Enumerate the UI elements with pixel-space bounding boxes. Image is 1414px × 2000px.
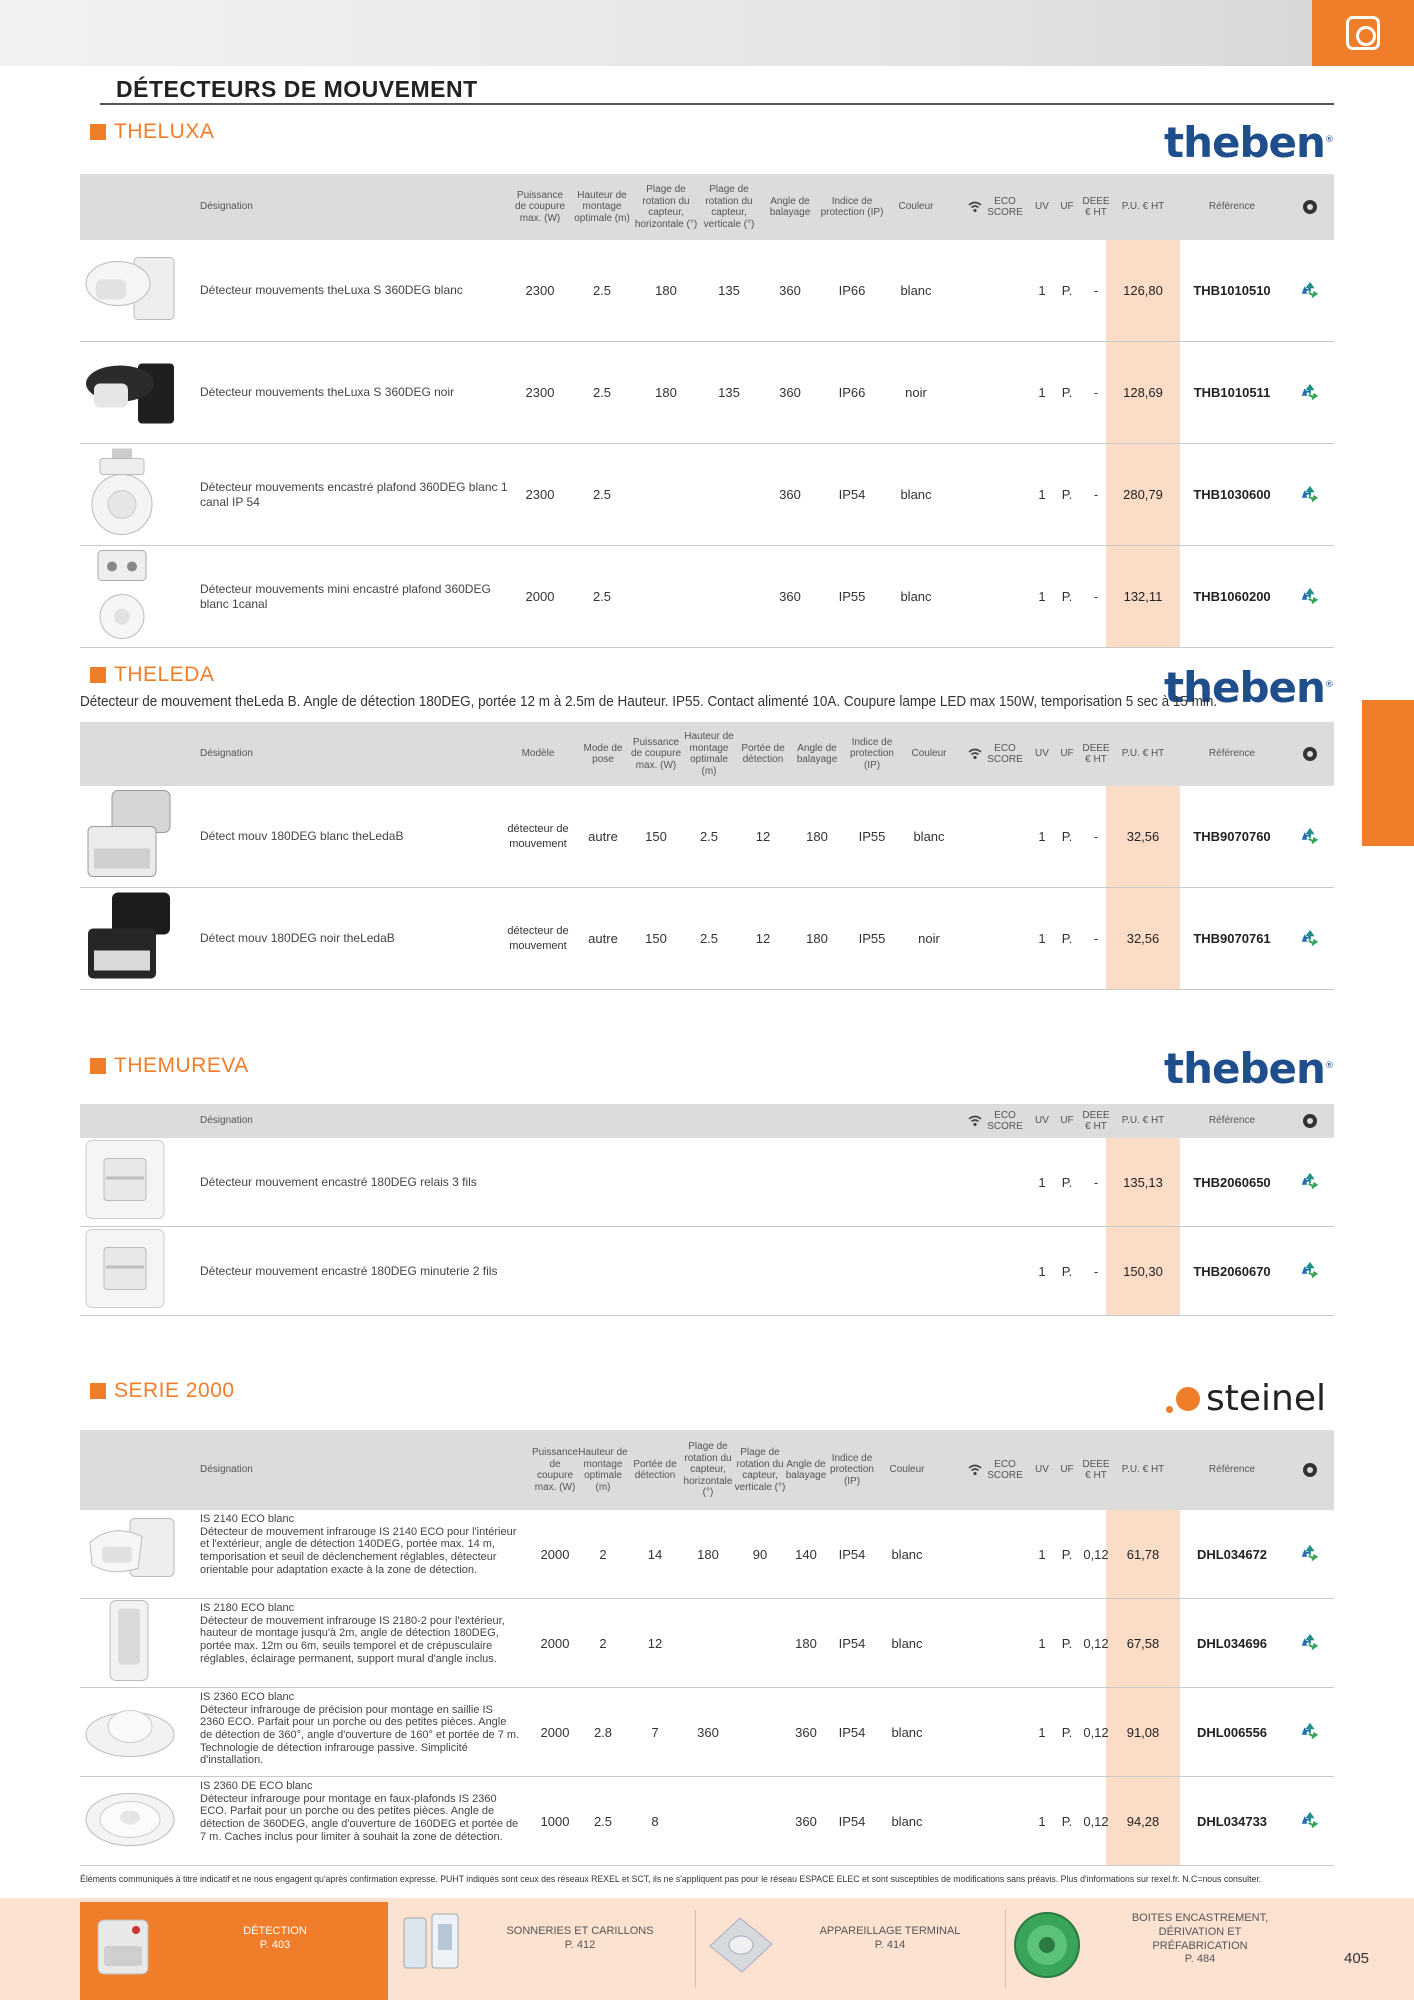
cell-ip: IP55 xyxy=(858,829,886,844)
section-theluxa-heading xyxy=(90,120,214,144)
cell-uf: P. xyxy=(1061,1813,1073,1829)
cell-rot_v xyxy=(734,1599,786,1687)
recycle-icon xyxy=(1299,484,1321,506)
column-header-rot_h: Plage de rotation du capteur, horizontale (°) xyxy=(683,1441,733,1499)
cell-couleur: blanc xyxy=(891,1635,923,1651)
cell-deee: - xyxy=(1093,931,1099,946)
column-header-angle: Angle de balayage xyxy=(796,742,838,765)
cell-eco xyxy=(980,786,1030,887)
cell-rot_v: 135 xyxy=(718,283,740,298)
cell-hauteur: 2.8 xyxy=(593,1724,613,1740)
column-header-ip: Indice de protection (IP) xyxy=(850,736,894,771)
cell-angle: 360 xyxy=(795,1724,817,1740)
nav-item-sonneries[interactable]: SONNERIES ET CARILLONS P. 412 xyxy=(506,1925,654,1951)
cell-eco xyxy=(980,888,1030,989)
cell-rot_h: 360 xyxy=(697,1724,719,1740)
cell-uf: P. xyxy=(1061,1724,1073,1740)
table-row[interactable] xyxy=(80,1599,1334,1688)
column-header-designation: Désignation xyxy=(200,748,253,760)
cell-rot_h xyxy=(682,1599,734,1687)
cell-price: 150,30 xyxy=(1123,1263,1163,1279)
column-header-puissance: Puissance de coupure max. (W) xyxy=(514,189,566,224)
cell-deee: - xyxy=(1093,1174,1099,1190)
column-header-ref: Référence xyxy=(1208,748,1256,760)
table-header xyxy=(80,1104,1334,1138)
theben-logo: theben® xyxy=(1164,663,1333,712)
cell-uf: P. xyxy=(1061,1263,1073,1279)
recycle-icon xyxy=(1299,1543,1321,1565)
cell-ref[interactable]: THB1010511 xyxy=(1193,385,1271,400)
cell-ref[interactable]: THB1010510 xyxy=(1193,283,1271,298)
column-header-eco_icon xyxy=(1294,174,1326,240)
cell-ip: IP54 xyxy=(838,1724,866,1740)
cell-uf: P. xyxy=(1061,1546,1073,1562)
column-header-ref: Référence xyxy=(1208,1464,1256,1476)
column-header-ip: Indice de protection (IP) xyxy=(830,1452,874,1487)
table-row[interactable] xyxy=(80,1227,1334,1316)
recycle-icon xyxy=(1299,382,1321,404)
cell-angle: 180 xyxy=(806,829,828,844)
cell-ref[interactable]: DHL006556 xyxy=(1196,1724,1268,1740)
cell-designation[interactable]: Détecteur mouvements mini encastré plafond 360DEG blanc 1canal xyxy=(200,582,491,611)
cell-angle: 360 xyxy=(779,487,801,502)
footnote: Éléments communiqués à titre indicatif et ne nous engagent qu'après confirmation expresse. PUHT indiqués sont ceux des réseaux REXEL et SCT, ils ne s'appliquent pas pour le réseau ESPACE ELEC et sont susceptibles de modifications sans préavis. Plus d'informations sur rexel.fr. N.C=nous consulter. xyxy=(80,1874,1262,1885)
column-header-designation: Désignation xyxy=(200,1464,253,1476)
column-header-designation: Désignation xyxy=(200,201,253,213)
cell-eco xyxy=(980,1688,1030,1776)
product-image[interactable] xyxy=(82,786,178,887)
column-header-uf: UF xyxy=(1060,201,1074,213)
column-header-portee: Portée de détection xyxy=(633,1458,677,1481)
cell-couleur: blanc xyxy=(891,1546,923,1562)
product-image[interactable] xyxy=(82,1226,168,1317)
product-image[interactable] xyxy=(82,546,162,647)
cell-uf: P. xyxy=(1061,1635,1073,1651)
cell-puissance: 2300 xyxy=(525,283,555,298)
cell-rot_v xyxy=(734,1688,786,1776)
cell-eco xyxy=(980,1138,1030,1226)
cell-couleur: blanc xyxy=(900,283,932,298)
column-header-rot_v: Plage de rotation du capteur, verticale (°) xyxy=(703,184,755,230)
recycle-icon xyxy=(1299,280,1321,302)
column-header-ref: Référence xyxy=(1208,1115,1256,1127)
column-header-hauteur: Hauteur de montage optimale (m) xyxy=(574,189,630,224)
cell-ref[interactable]: DHL034696 xyxy=(1196,1635,1268,1651)
cell-deee: - xyxy=(1093,829,1099,844)
table-row[interactable] xyxy=(80,1688,1334,1777)
cell-hauteur: 2.5 xyxy=(699,829,719,844)
cell-angle: 360 xyxy=(779,589,801,604)
cell-uf: P. xyxy=(1061,931,1073,946)
section-marker xyxy=(90,1383,106,1399)
cell-rot_h: 180 xyxy=(655,385,677,400)
cell-modele: détecteur de mouvement xyxy=(507,822,569,850)
cell-modele: détecteur de mouvement xyxy=(507,924,569,952)
cell-uf: P. xyxy=(1061,487,1073,502)
cell-price: 32,56 xyxy=(1126,829,1160,844)
cell-couleur: blanc xyxy=(913,829,945,844)
nav-divider xyxy=(1005,1910,1006,1988)
column-header-price: P.U. € HT xyxy=(1121,201,1165,213)
socket-icon xyxy=(1346,16,1380,50)
column-header-angle: Angle de balayage xyxy=(769,195,811,218)
cell-pose: autre xyxy=(588,829,618,844)
cell-puissance: 2300 xyxy=(525,487,555,502)
recycle-icon xyxy=(1299,586,1321,608)
column-header-uv: UV xyxy=(1035,1115,1049,1127)
column-header-uv: UV xyxy=(1035,748,1049,760)
cell-puissance: 150 xyxy=(645,829,667,844)
cell-angle: 360 xyxy=(779,385,801,400)
cell-rot_v xyxy=(734,1777,786,1865)
cell-designation[interactable]: Détecteur mouvement encastré 180DEG minuterie 2 fils xyxy=(200,1263,498,1278)
table-row[interactable] xyxy=(80,342,1334,444)
column-header-ref: Référence xyxy=(1208,201,1256,213)
title-divider xyxy=(100,103,1334,105)
column-header-angle: Angle de balayage xyxy=(785,1458,827,1481)
recycle-icon xyxy=(1299,826,1321,848)
cell-puissance: 1000 xyxy=(540,1813,570,1829)
cell-puissance: 2000 xyxy=(525,589,555,604)
column-header-uf: UF xyxy=(1060,1464,1074,1476)
cell-eco xyxy=(980,1599,1030,1687)
cell-deee: 0,12 xyxy=(1083,1813,1109,1829)
cell-hauteur: 2.5 xyxy=(699,931,719,946)
column-header-couleur: Couleur xyxy=(889,1464,925,1476)
cell-designation[interactable]: IS 2180 ECO blanc Détecteur de mouvement infrarouge IS 2180-2 pour l'extérieur, hauteur de montage jusqu'à 2m, angle de détection 180DEG, portée max. 12m ou 6m, seuils temporel et de crépusculaire réglables, éclairage permanent, support mural d'angle inclus. xyxy=(200,1602,505,1665)
column-header-ip: Indice de protection (IP) xyxy=(820,195,884,218)
cell-ip: IP54 xyxy=(838,1635,866,1651)
cell-puissance: 2000 xyxy=(540,1724,570,1740)
cell-deee: 0,12 xyxy=(1083,1635,1109,1651)
cell-deee: 0,12 xyxy=(1083,1724,1109,1740)
cell-price: 132,11 xyxy=(1123,589,1163,604)
cell-uf: P. xyxy=(1061,283,1073,298)
column-header-couleur: Couleur xyxy=(898,201,934,213)
product-image[interactable] xyxy=(82,1137,168,1228)
cell-designation[interactable]: IS 2140 ECO blanc Détecteur de mouvement infrarouge IS 2140 ECO pour l'intérieur et l'extérieur, angle de détection 140DEG, portée max. 14 m, temporisation et seuil de déclenchement réglables, détecteur orientable pour adaptation exacte à la zone de détection. xyxy=(200,1513,517,1576)
theben-logo: theben® xyxy=(1164,118,1333,167)
section-marker xyxy=(90,124,106,140)
cell-ref[interactable]: THB9070761 xyxy=(1193,931,1271,946)
column-header-eco: ECO SCORE xyxy=(987,1458,1023,1481)
section-title: THELUXA xyxy=(114,120,215,143)
column-header-eco_icon xyxy=(1294,1430,1326,1510)
cell-price: 128,69 xyxy=(1123,385,1163,400)
product-image[interactable] xyxy=(82,1784,178,1859)
cell-designation[interactable]: Détecteur mouvements theLuxa S 360DEG blanc xyxy=(200,283,463,298)
cell-portee: 12 xyxy=(755,931,771,946)
cell-deee: - xyxy=(1093,283,1099,298)
cell-deee: - xyxy=(1093,1263,1099,1279)
cell-puissance: 2000 xyxy=(540,1635,570,1651)
section-marker xyxy=(90,667,106,683)
section-marker xyxy=(90,1058,106,1074)
column-header-uf: UF xyxy=(1060,1115,1074,1127)
section-serie2000-heading xyxy=(90,1379,235,1403)
cell-hauteur: 2.5 xyxy=(592,589,612,604)
nav-item-boites[interactable]: BOITES ENCASTREMENT, DÉRIVATION ET PRÉFABRICATION P. 484 xyxy=(1131,1912,1269,1966)
product-image[interactable] xyxy=(82,888,178,989)
recycle-icon xyxy=(1299,1171,1321,1193)
cell-hauteur: 2.5 xyxy=(592,487,612,502)
cell-hauteur: 2.5 xyxy=(592,283,612,298)
cell-eco xyxy=(980,444,1030,545)
column-header-puissance: Puissance de coupure max. (W) xyxy=(531,1447,579,1493)
cell-hauteur: 2 xyxy=(599,1546,607,1562)
steinel-logo: steinel xyxy=(1166,1378,1326,1419)
cell-designation[interactable]: Détecteur mouvement encastré 180DEG relais 3 fils xyxy=(200,1174,477,1189)
section-themureva-heading xyxy=(90,1054,249,1078)
product-image[interactable] xyxy=(82,1513,178,1596)
theben-logo: theben® xyxy=(1164,1044,1333,1093)
cell-portee: 12 xyxy=(647,1635,663,1651)
cell-angle: 180 xyxy=(806,931,828,946)
cell-designation[interactable]: Détect mouv 180DEG noir theLedaB xyxy=(200,931,395,946)
cell-uv: 1 xyxy=(1038,829,1046,844)
cell-ref[interactable]: THB2060650 xyxy=(1193,1174,1271,1190)
table-header xyxy=(80,174,1334,240)
motion-detector-icon xyxy=(88,1914,164,1984)
cell-ip: IP55 xyxy=(858,931,886,946)
cell-price: 61,78 xyxy=(1126,1546,1160,1562)
cell-ref[interactable]: DHL034733 xyxy=(1196,1813,1268,1829)
column-header-deee: DEEE € HT xyxy=(1082,1458,1110,1481)
column-header-deee: DEEE € HT xyxy=(1082,1109,1110,1132)
cell-rot_v xyxy=(698,546,760,647)
cell-price: 135,13 xyxy=(1123,1174,1163,1190)
theleda-description: Détecteur de mouvement theLeda B. Angle de détection 180DEG, portée 12 m à 2.5m de Hauteur. IP55. Contact alimenté 10A. Coupure lampe LED max 150W, temporisation 5 sec à 15 min. xyxy=(80,694,1218,710)
column-header-rot_v: Plage de rotation du capteur, verticale (°) xyxy=(734,1447,786,1493)
cell-uv: 1 xyxy=(1038,385,1046,400)
cell-puissance: 150 xyxy=(645,931,667,946)
cell-angle: 360 xyxy=(795,1813,817,1829)
section-title: THELEDA xyxy=(114,663,215,686)
cell-uv: 1 xyxy=(1038,1724,1046,1740)
column-header-pose: Mode de pose xyxy=(583,742,623,765)
cell-designation[interactable]: IS 2360 DE ECO blanc Détecteur infrarouge pour montage en faux-plafonds IS 2360 ECO. Parfait pour un porche ou des petites pièces. Angle de détection de 360DEG, angle d'ouverture de 160DEG et portée de 7 m. Caches inclus pour limiter à souhait la zone de détection. xyxy=(200,1780,519,1843)
cell-ref[interactable]: THB9070760 xyxy=(1193,829,1271,844)
column-header-couleur: Couleur xyxy=(911,748,947,760)
cell-uv: 1 xyxy=(1038,487,1046,502)
cell-uv: 1 xyxy=(1038,1263,1046,1279)
table-row[interactable] xyxy=(80,444,1334,546)
cell-couleur: blanc xyxy=(900,487,932,502)
cell-eco xyxy=(980,546,1030,647)
recycle-icon xyxy=(1299,1721,1321,1743)
product-image[interactable] xyxy=(82,1695,178,1770)
cell-eco xyxy=(980,1510,1030,1598)
cell-uv: 1 xyxy=(1038,1174,1046,1190)
cell-rot_h xyxy=(634,546,698,647)
cell-eco xyxy=(980,240,1030,341)
cell-price: 32,56 xyxy=(1126,931,1160,946)
column-header-eco_icon xyxy=(1294,722,1326,786)
column-header-puissance: Puissance de coupure max. (W) xyxy=(630,736,682,771)
cell-rot_h: 180 xyxy=(697,1546,719,1562)
cell-eco xyxy=(980,1777,1030,1865)
cell-deee: - xyxy=(1093,385,1099,400)
cell-uf: P. xyxy=(1061,589,1073,604)
table-row[interactable] xyxy=(80,546,1334,648)
column-header-eco: ECO SCORE xyxy=(987,742,1023,765)
cell-angle: 180 xyxy=(795,1635,817,1651)
nav-item-appareillage[interactable]: APPAREILLAGE TERMINAL P. 414 xyxy=(819,1925,961,1951)
cell-eco xyxy=(980,342,1030,443)
cell-price: 91,08 xyxy=(1126,1724,1160,1740)
column-header-rot_h: Plage de rotation du capteur, horizontale (°) xyxy=(634,184,698,230)
cell-ip: IP66 xyxy=(838,283,866,298)
table-row[interactable] xyxy=(80,888,1334,990)
cell-pose: autre xyxy=(588,931,618,946)
column-header-hauteur: Hauteur de montage optimale (m) xyxy=(578,1447,628,1493)
table-row[interactable] xyxy=(80,1510,1334,1599)
page-number: 405 xyxy=(1344,1950,1370,1967)
cell-portee: 12 xyxy=(755,829,771,844)
cell-couleur: blanc xyxy=(891,1813,923,1829)
cell-uv: 1 xyxy=(1038,931,1046,946)
column-header-eco_icon xyxy=(1294,1104,1326,1138)
cell-uv: 1 xyxy=(1038,1546,1046,1562)
cell-rot_h xyxy=(634,444,698,545)
column-header-eco: ECO SCORE xyxy=(987,1109,1023,1132)
table-row[interactable] xyxy=(80,1138,1334,1227)
cell-rot_h xyxy=(682,1777,734,1865)
recycle-icon xyxy=(1299,928,1321,950)
cell-hauteur: 2.5 xyxy=(593,1813,613,1829)
cell-deee: - xyxy=(1093,487,1099,502)
cell-price: 126,80 xyxy=(1123,283,1163,298)
column-header-portee: Portée de détection xyxy=(741,742,785,765)
product-image[interactable] xyxy=(82,251,178,330)
cell-price: 94,28 xyxy=(1126,1813,1160,1829)
column-header-deee: DEEE € HT xyxy=(1082,742,1110,765)
cell-angle: 140 xyxy=(795,1546,817,1562)
cell-uv: 1 xyxy=(1038,283,1046,298)
cell-uf: P. xyxy=(1061,829,1073,844)
cell-couleur: noir xyxy=(918,931,940,946)
cell-designation[interactable]: IS 2360 ECO blanc Détecteur infrarouge de précision pour montage en saillie IS 2360 ECO. Parfait pour un porche ou des petites pièces. Angle de détection de 360°, angle d'ouverture de 160° et portée de 7 m. Technologie de détection infrarouge passive. Simplicité d'installation. xyxy=(200,1691,520,1767)
section-title: SERIE 2000 xyxy=(114,1379,235,1402)
column-header-uv: UV xyxy=(1035,201,1049,213)
cell-ref[interactable]: THB1060200 xyxy=(1193,589,1271,604)
table-row[interactable] xyxy=(80,1777,1334,1866)
recycle-icon xyxy=(1299,1632,1321,1654)
column-header-uv: UV xyxy=(1035,1464,1049,1476)
cell-ip: IP54 xyxy=(838,1546,866,1562)
category-tab[interactable] xyxy=(1312,0,1414,66)
cell-rot_v xyxy=(698,444,760,545)
cell-designation[interactable]: Détecteur mouvements theLuxa S 360DEG noir xyxy=(200,385,455,400)
recycle-icon xyxy=(1299,1260,1321,1282)
column-header-price: P.U. € HT xyxy=(1121,748,1165,760)
cell-deee: 0,12 xyxy=(1083,1546,1109,1562)
table-header xyxy=(80,722,1334,786)
table-header xyxy=(80,1430,1334,1510)
column-header-designation: Désignation xyxy=(200,1115,253,1127)
junction-box-icon xyxy=(1010,1908,1084,1982)
page-title: DÉTECTEURS DE MOUVEMENT xyxy=(116,76,478,102)
column-header-uf: UF xyxy=(1060,748,1074,760)
cell-hauteur: 2.5 xyxy=(592,385,612,400)
cell-designation[interactable]: Détect mouv 180DEG blanc theLedaB xyxy=(200,829,404,844)
cell-portee: 8 xyxy=(651,1813,659,1829)
column-header-modele: Modèle xyxy=(521,748,555,760)
cell-ip: IP66 xyxy=(838,385,866,400)
cell-portee: 7 xyxy=(651,1724,659,1740)
cell-ip: IP54 xyxy=(838,1813,866,1829)
nav-label-detection[interactable]: DÉTECTION P. 403 xyxy=(243,1925,307,1951)
cell-price: 280,79 xyxy=(1123,487,1163,502)
product-image[interactable] xyxy=(82,353,178,432)
cell-ref[interactable]: DHL034672 xyxy=(1196,1546,1268,1562)
column-header-hauteur: Hauteur de montage optimale (m) xyxy=(684,731,734,777)
cell-price: 67,58 xyxy=(1126,1635,1160,1651)
cell-designation[interactable]: Détecteur mouvements encastré plafond 360DEG blanc 1 canal IP 54 xyxy=(200,480,508,509)
cell-puissance: 2300 xyxy=(525,385,555,400)
cell-couleur: noir xyxy=(905,385,927,400)
cell-portee: 14 xyxy=(647,1546,663,1562)
cell-ref[interactable]: THB2060670 xyxy=(1193,1263,1271,1279)
cell-rot_v: 90 xyxy=(752,1546,768,1562)
column-header-deee: DEEE € HT xyxy=(1082,195,1110,218)
cell-deee: - xyxy=(1093,589,1099,604)
column-header-eco: ECO SCORE xyxy=(987,195,1023,218)
section-side-tab[interactable] xyxy=(1362,700,1414,846)
doorbell-icon xyxy=(398,1910,468,1980)
cell-uv: 1 xyxy=(1038,1635,1046,1651)
recycle-icon xyxy=(1299,1810,1321,1832)
switch-plate-icon xyxy=(700,1910,780,1980)
section-title: THEMUREVA xyxy=(114,1054,249,1077)
cell-uf: P. xyxy=(1061,1174,1073,1190)
column-header-price: P.U. € HT xyxy=(1121,1115,1165,1127)
cell-couleur: blanc xyxy=(891,1724,923,1740)
cell-couleur: blanc xyxy=(900,589,932,604)
section-theleda-heading xyxy=(90,663,214,687)
cell-rot_v: 135 xyxy=(718,385,740,400)
cell-uf: P. xyxy=(1061,385,1073,400)
product-image[interactable] xyxy=(82,1599,178,1688)
cell-angle: 360 xyxy=(779,283,801,298)
cell-hauteur: 2 xyxy=(599,1635,607,1651)
product-image[interactable] xyxy=(82,444,162,545)
table-row[interactable] xyxy=(80,786,1334,888)
cell-uv: 1 xyxy=(1038,589,1046,604)
top-banner xyxy=(0,0,1312,66)
cell-ref[interactable]: THB1030600 xyxy=(1193,487,1271,502)
cell-eco xyxy=(980,1227,1030,1315)
cell-puissance: 2000 xyxy=(540,1546,570,1562)
column-header-price: P.U. € HT xyxy=(1121,1464,1165,1476)
cell-uv: 1 xyxy=(1038,1813,1046,1829)
cell-ip: IP54 xyxy=(838,487,866,502)
cell-ip: IP55 xyxy=(838,589,866,604)
cell-rot_h: 180 xyxy=(655,283,677,298)
nav-divider xyxy=(695,1910,696,1988)
table-row[interactable] xyxy=(80,240,1334,342)
